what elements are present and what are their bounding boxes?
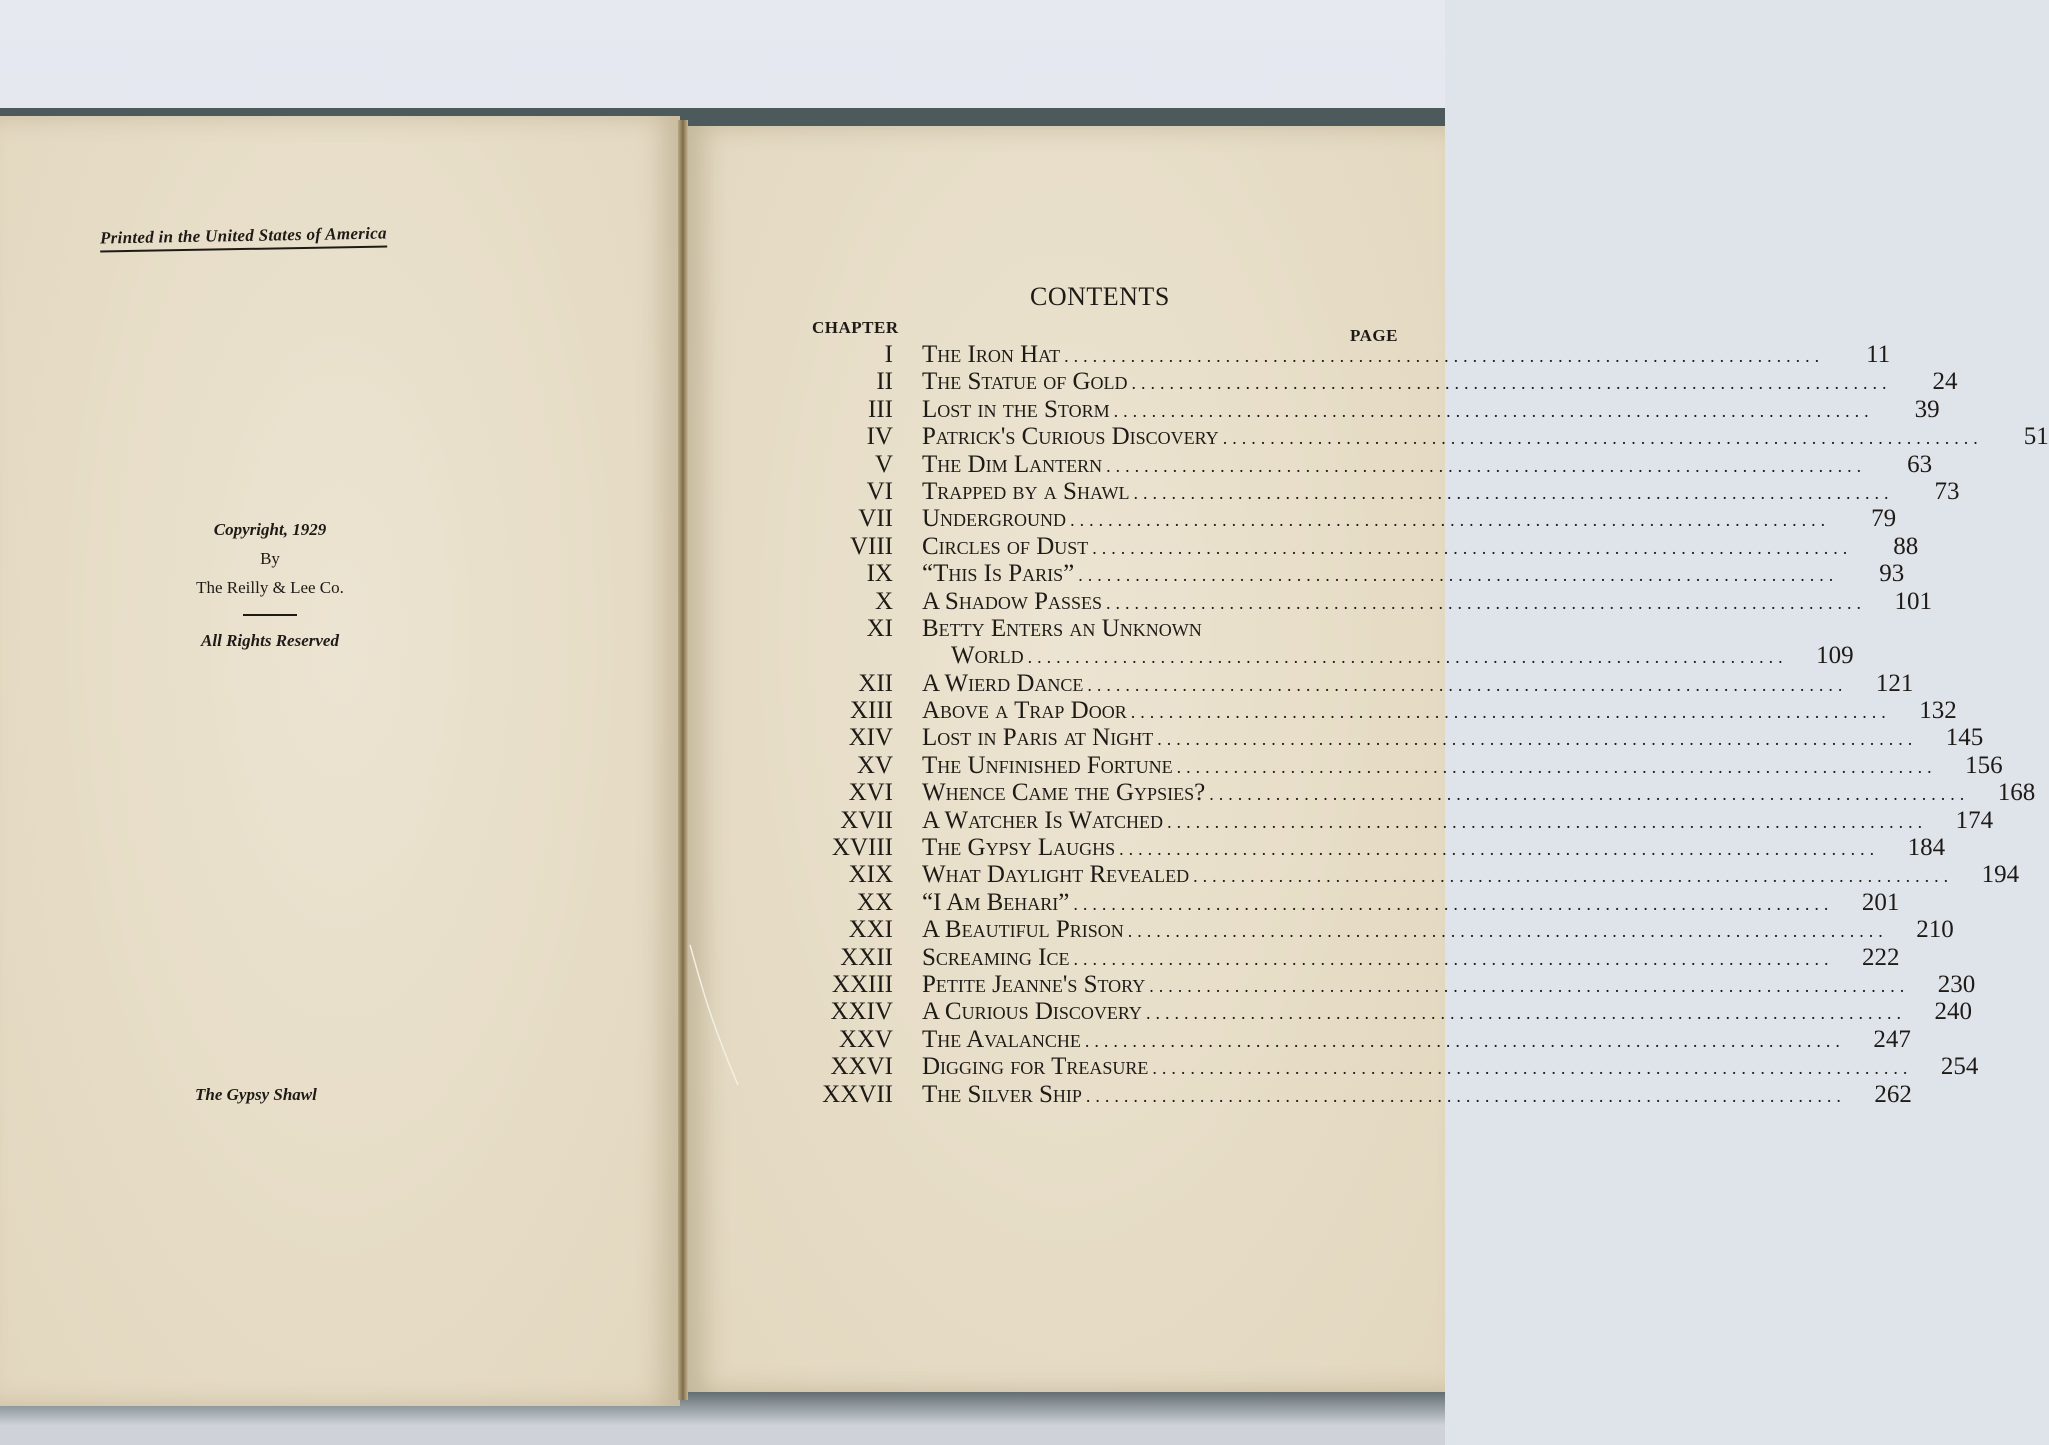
chapter-title: Circles of Dust — [922, 532, 1089, 560]
page-number: 174 — [1955, 806, 1994, 834]
chapter-title: The Dim Lantern — [922, 450, 1103, 478]
dot-leader: ................................................................................ — [1078, 565, 1839, 586]
chapter-number: XVI — [848, 779, 893, 807]
dot-leader: ................................................................................ — [1145, 1003, 1906, 1024]
toc-entry — [780, 806, 1994, 834]
chapter-number: XXV — [838, 1025, 893, 1053]
page-number: 51 — [2023, 423, 2049, 451]
chapter-number: VIII — [849, 532, 893, 560]
page-number: 210 — [1916, 916, 1954, 944]
printed-notice: Printed in the United States of America — [100, 223, 387, 252]
page-number: 39 — [1914, 395, 1940, 423]
book-gutter — [678, 120, 688, 1400]
copyright-block — [140, 515, 400, 655]
left-page — [0, 116, 680, 1406]
dot-leader: ................................................................................ — [1131, 373, 1892, 394]
chapter-number: XI — [866, 614, 893, 642]
chapter-title: The Statue of Gold — [922, 368, 1128, 396]
dot-leader: ................................................................................ — [1106, 455, 1867, 476]
dot-leader: ................................................................................ — [1092, 537, 1853, 558]
page-number: 222 — [1861, 943, 1900, 971]
page-number: 247 — [1873, 1025, 1911, 1053]
toc-entry — [780, 477, 1960, 505]
page-number: 156 — [1965, 751, 2003, 779]
toc-entry — [780, 368, 1958, 396]
chapter-title: Lost in the Storm — [922, 395, 1110, 423]
toc-entry — [780, 724, 1984, 752]
chapter-title: The Iron Hat — [922, 341, 1061, 368]
chapter-title: Trapped by a Shawl — [922, 477, 1130, 505]
dot-leader: ................................................................................ — [1073, 893, 1834, 914]
chapter-title: “I Am Behari” — [922, 888, 1070, 916]
chapter-column-label: CHAPTER — [812, 318, 899, 337]
chapter-title: What Daylight Revealed — [922, 861, 1190, 889]
toc-entry — [780, 560, 1905, 588]
toc-entry — [780, 1025, 1911, 1053]
toc-entry — [780, 532, 1919, 560]
dot-leader: ................................................................................ — [1127, 921, 1888, 942]
page-number: 24 — [1932, 368, 1958, 396]
toc-entry — [780, 1080, 1912, 1108]
chapter-title: The Silver Ship — [922, 1080, 1082, 1108]
chapter-title: The Gypsy Laughs — [922, 834, 1116, 862]
chapter-number: XXIV — [830, 998, 893, 1026]
chapter-title: A Watcher Is Watched — [922, 806, 1164, 834]
toc-entry — [780, 505, 1897, 533]
dot-leader: ................................................................................ — [1193, 866, 1954, 887]
chapter-title: Whence Came the Gypsies? — [922, 779, 1206, 807]
chapter-number: XVIII — [831, 834, 893, 862]
chapter-title: Patrick's Curious Discovery — [922, 423, 1219, 451]
chapter-number: XX — [856, 888, 893, 916]
dot-leader: ................................................................................ — [1133, 482, 1894, 503]
chapter-title: The Unfinished Fortune — [922, 751, 1173, 779]
chapter-title: “This Is Paris” — [922, 560, 1075, 588]
page-number: 11 — [1866, 341, 1891, 368]
dot-leader: ................................................................................ — [1222, 428, 1983, 449]
chapter-title-continued: World — [951, 642, 1024, 670]
toc-entry — [780, 395, 1940, 423]
chapter-title: Screaming Ice — [922, 943, 1070, 971]
chapter-title: Above a Trap Door — [922, 697, 1127, 725]
dot-leader: ................................................................................ — [1027, 647, 1788, 668]
chapter-number: XII — [858, 669, 893, 697]
toc-entry — [780, 834, 1946, 862]
page-number: 93 — [1879, 560, 1905, 588]
chapter-number: XXVI — [830, 1053, 893, 1081]
page-number: 63 — [1907, 450, 1933, 478]
page-number: 230 — [1937, 970, 1976, 998]
page-number: 240 — [1934, 998, 1972, 1026]
chapter-title: Digging for Treasure — [922, 1053, 1149, 1081]
dot-leader: ................................................................................ — [1176, 756, 1937, 777]
toc-entry — [780, 943, 1900, 971]
toc-entry — [780, 341, 1891, 368]
chapter-title: Petite Jeanne's Story — [922, 970, 1146, 998]
by-line: By — [260, 549, 280, 568]
dot-leader: ................................................................................ — [1152, 1058, 1913, 1079]
toc-entry — [780, 450, 1933, 478]
chapter-number: XIX — [848, 861, 893, 889]
page-number: 145 — [1945, 724, 1984, 752]
chapter-title: A Beautiful Prison — [922, 916, 1124, 944]
dot-leader: ................................................................................ — [1064, 346, 1825, 366]
chapter-number: XXI — [848, 916, 893, 944]
page-number: 88 — [1893, 532, 1919, 560]
dot-leader: ................................................................................ — [1073, 948, 1834, 969]
dot-leader: ................................................................................ — [1149, 975, 1910, 996]
dot-leader: ................................................................................ — [1209, 784, 1970, 805]
chapter-number: XIII — [849, 697, 893, 725]
chapter-title: Underground — [922, 505, 1067, 533]
chapter-number: IX — [866, 560, 893, 588]
toc-entry — [780, 970, 1976, 998]
rights: All Rights Reserved — [201, 630, 339, 650]
dot-leader: ................................................................................ — [1070, 510, 1831, 531]
chapter-number: XIV — [848, 724, 893, 752]
toc-entry — [780, 916, 1954, 944]
page-number: 73 — [1934, 477, 1960, 505]
page-number: 201 — [1861, 888, 1900, 916]
toc-entry — [780, 423, 2049, 451]
chapter-number: II — [876, 368, 893, 396]
page-column-label: PAGE — [1350, 326, 1398, 345]
book-title-footer: The Gypsy Shawl — [195, 1085, 317, 1104]
toc-entry — [780, 697, 1957, 725]
copyright-line: Copyright, 1929 — [213, 520, 327, 539]
page-number: 121 — [1875, 669, 1914, 697]
publisher: The Reilly & Lee Co. — [196, 578, 344, 597]
dot-leader: ................................................................................ — [1087, 674, 1848, 695]
page-number: 254 — [1940, 1053, 1979, 1081]
dot-leader: ................................................................................ — [1113, 400, 1874, 421]
dot-leader: ................................................................................ — [1130, 702, 1891, 723]
toc-entry — [780, 1053, 1979, 1081]
page-number: 132 — [1919, 697, 1957, 725]
chapter-title: Lost in Paris at Night — [922, 724, 1154, 752]
chapter-number: XXIII — [831, 970, 893, 998]
chapter-number: XXVII — [822, 1080, 893, 1108]
toc-entry — [780, 861, 2020, 889]
chapter-number: I — [884, 341, 893, 368]
page-number: 184 — [1907, 834, 1946, 862]
dot-leader: ................................................................................ — [1119, 839, 1880, 860]
toc-entry — [780, 998, 1972, 1026]
chapter-number: VII — [858, 505, 893, 533]
dot-leader: ................................................................................ — [1167, 811, 1928, 832]
chapter-number: IV — [866, 423, 893, 451]
dot-leader: ................................................................................ — [1157, 729, 1918, 750]
chapter-number: X — [874, 587, 893, 615]
dot-leader: ................................................................................ — [1084, 1030, 1845, 1051]
chapter-number: III — [868, 395, 893, 423]
divider — [243, 614, 297, 616]
chapter-title: A Shadow Passes — [922, 587, 1102, 615]
chapter-number: XV — [856, 751, 893, 779]
chapter-number: VI — [866, 477, 893, 505]
toc-entry — [780, 779, 2036, 807]
toc-entry — [780, 751, 2003, 779]
toc-entry-continued — [780, 642, 1854, 670]
toc-entry — [780, 669, 1914, 697]
dot-leader: ................................................................................ — [1106, 592, 1866, 613]
page-number: 79 — [1871, 505, 1897, 533]
page-number: 262 — [1874, 1080, 1912, 1108]
binding-thread — [690, 940, 740, 1090]
table-of-contents — [780, 341, 2049, 1108]
page-number: 101 — [1894, 587, 1932, 615]
dot-leader: ................................................................................ — [1085, 1085, 1846, 1106]
chapter-title: Betty Enters an Unknown — [922, 614, 1202, 642]
chapter-number: V — [874, 450, 893, 478]
page-number: 109 — [1816, 642, 1854, 670]
toc-entry — [780, 888, 1900, 916]
chapter-title: The Avalanche — [922, 1025, 1081, 1053]
toc-entry — [780, 587, 1932, 615]
contents-heading: CONTENTS — [1030, 282, 1170, 311]
page-number: 194 — [1981, 861, 2020, 889]
chapter-number: XXII — [840, 943, 893, 971]
chapter-number: XVII — [840, 806, 893, 834]
page-number: 168 — [1997, 779, 2036, 807]
chapter-title: A Curious Discovery — [922, 998, 1142, 1026]
chapter-title: A Wierd Dance — [922, 669, 1084, 697]
toc-entry — [780, 615, 1420, 642]
